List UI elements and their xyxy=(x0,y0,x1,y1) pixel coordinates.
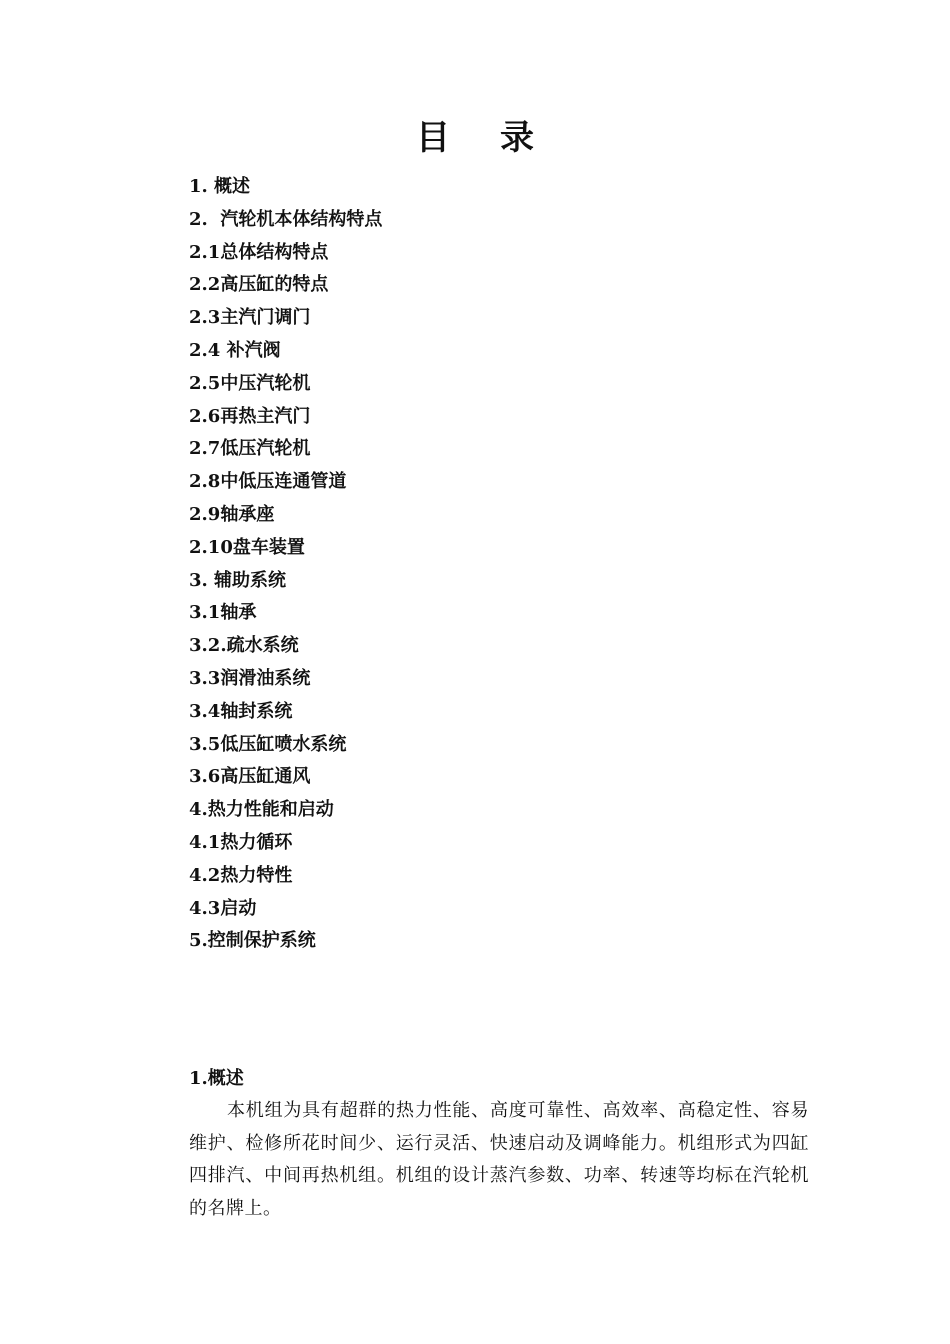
toc-entry: 3.5低压缸喷水系统 xyxy=(189,733,347,755)
section-overview xyxy=(189,1063,809,1225)
toc-entry: 1. 概述 xyxy=(189,176,251,197)
toc-entry: 3.1轴承 xyxy=(189,602,257,624)
toc-title: 目录 xyxy=(416,118,584,158)
toc-entry: 3.4轴封系统 xyxy=(189,700,293,722)
table-of-contents xyxy=(189,171,382,958)
section-heading: 1.概述 xyxy=(189,1068,244,1089)
toc-entry: 4.2热力特性 xyxy=(189,864,293,886)
toc-entry: 3.6高压缸通风 xyxy=(189,766,311,788)
toc-entry: 2.7低压汽轮机 xyxy=(189,438,311,460)
toc-entry: 2. 汽轮机本体结构特点 xyxy=(189,208,383,230)
toc-entry: 2.3主汽门调门 xyxy=(189,307,311,329)
toc-entry: 4.热力性能和启动 xyxy=(189,799,334,821)
toc-entry: 4.3启动 xyxy=(189,897,257,919)
toc-entry: 2.2高压缸的特点 xyxy=(189,274,329,296)
toc-entry: 2.1总体结构特点 xyxy=(189,241,329,263)
toc-entry: 3. 辅助系统 xyxy=(189,569,287,591)
toc-entry: 4.1热力循环 xyxy=(189,831,293,853)
toc-entry: 3.3润滑油系统 xyxy=(189,667,311,689)
toc-entry: 2.4 补汽阀 xyxy=(189,339,281,361)
toc-entry: 2.5中压汽轮机 xyxy=(189,372,311,394)
toc-entry: 2.8中低压连通管道 xyxy=(189,471,347,493)
toc-entry: 2.10盘车装置 xyxy=(189,536,305,558)
toc-entry: 3.2.疏水系统 xyxy=(189,635,299,657)
toc-entry: 5.控制保护系统 xyxy=(189,930,316,952)
section-body-paragraph: 本机组为具有超群的热力性能、高度可靠性、高效率、高稳定性、容易维护、检修所花时间少、运行灵活、快速启动及调峰能力。机组形式为四缸四排汽、中间再热机组。机组的设计蒸汽参数、功率、转速等均标在汽轮机的名牌上。 xyxy=(189,1100,809,1219)
toc-entry: 2.9轴承座 xyxy=(189,503,275,525)
toc-entry: 2.6再热主汽门 xyxy=(189,405,311,427)
